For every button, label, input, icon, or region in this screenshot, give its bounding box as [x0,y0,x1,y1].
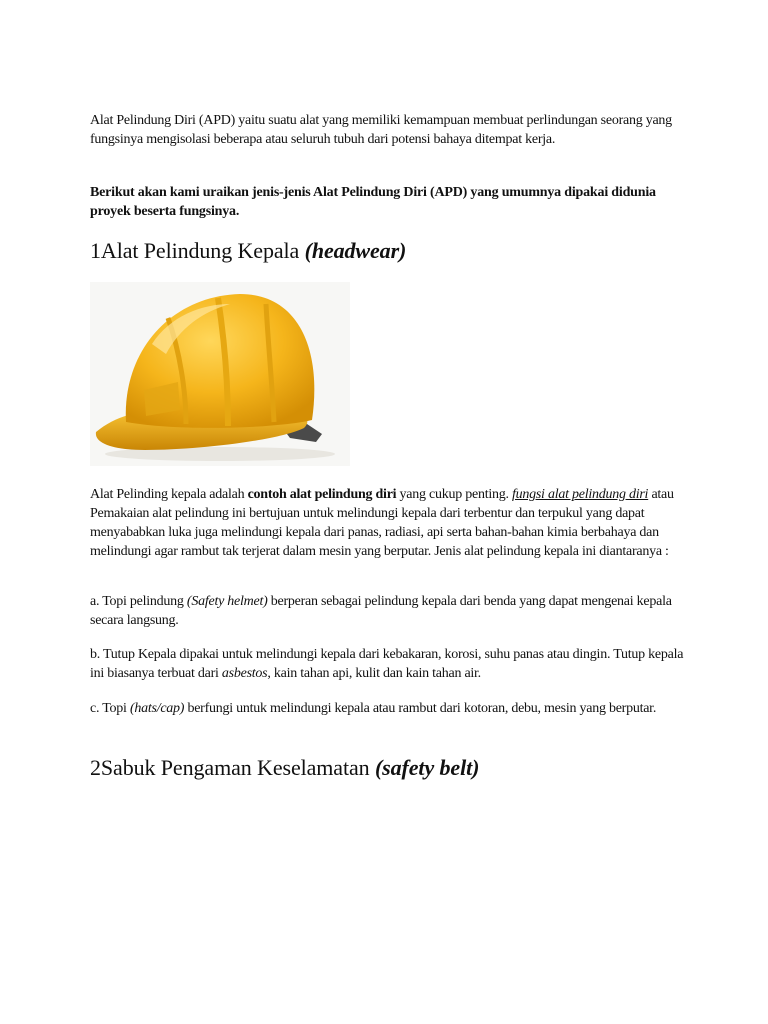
section1-heading [90,238,690,264]
intro-paragraph [90,111,690,149]
section1-heading-italic: (headwear) [304,238,407,263]
section1-heading-text: 1Alat Pelindung Kepala [90,238,305,263]
item-c-paragraph [90,699,690,718]
item-c-italic: (hats/cap) [129,701,185,716]
item-a-italic: (Safety helmet) [186,594,268,609]
item-b-italic: asbestos [221,666,268,681]
item-a-part1: a. Topi pelindung [90,594,187,609]
bold-intro-paragraph [90,183,690,221]
item-c-part1: c. Topi [90,701,130,716]
item-a-part2: berperan sebagai pelindung kepala dari benda yang dapat mengenai kepala secara langsung. [90,594,672,628]
section1-paragraph [90,485,690,561]
item-b-part1: b. Tutup Kepala dipakai untuk melindungi kepala dari kebakaran, korosi, suhu panas atau dingin. Tutup kepala ini biasanya terbuat dari [90,647,684,681]
fungsi-apd-link[interactable]: fungsi alat pelindung diri [511,487,649,502]
item-b-part2: , kain tahan api, kulit dan kain tahan air. [267,666,481,681]
safety-helmet-image [90,282,350,466]
para1-part2: yang cukup penting. [396,487,512,502]
para1-part1: Alat Pelinding kepala adalah [90,487,248,502]
safety-helmet-icon [90,282,350,466]
item-b-paragraph [90,645,690,683]
bold-intro-text: Berikut akan kami uraikan jenis-jenis Alat Pelindung Diri (APD) yang umumnya dipakai didunia proyek beserta fungsinya. [90,185,656,219]
para1-part3: atau Pemakaian alat pelindung ini bertujuan untuk melindungi kepala dari terbentur dan terpukul yang dapat menyababkan luka juga melindungi kepala dari panas, radiasi, api serta bahan-bahan kimia berbahaya dan melindungi agar rambut tak terjerat dalam mesin yang berputar. Jenis alat pelindung kepala ini diantaranya : [90,487,674,559]
section2-heading-text: 2Sabuk Pengaman Keselamatan [90,755,375,780]
item-c-part2: berfungi untuk melindungi kepala atau rambut dari kotoran, debu, mesin yang berputar. [184,701,657,716]
item-a-paragraph [90,592,690,630]
section2-heading-italic: (safety belt) [374,755,480,780]
section2-heading [90,755,690,781]
para1-bold: contoh alat pelindung diri [247,487,397,502]
intro-text: Alat Pelindung Diri (APD) yaitu suatu alat yang memiliki kemampuan membuat perlindungan seorang yang fungsinya mengisolasi beberapa atau seluruh tubuh dari potensi bahaya ditempat kerja. [90,113,672,147]
